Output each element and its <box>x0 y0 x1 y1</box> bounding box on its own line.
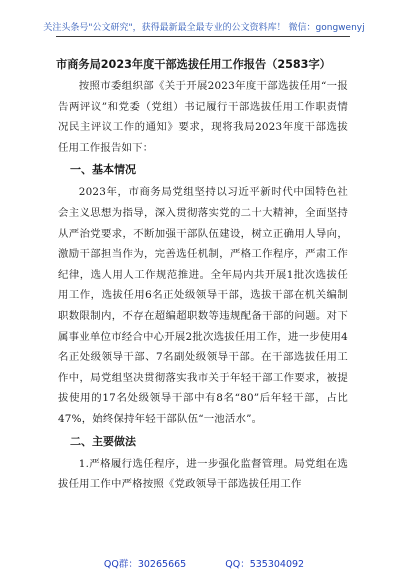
section-heading-basic: 一、基本情况 <box>70 163 136 177</box>
section-heading-practices: 二、主要做法 <box>70 434 136 448</box>
page-footer <box>0 556 408 570</box>
intro-paragraph: 按照市委组织部《关于开展2023年度干部选拔任用“一报告两评议”和党委（党组）书记履行干部选拔任用工作职责情况民主评议工作的通知》要求，现将我局2023年度干部选拔任用工作报告如下： <box>58 80 348 154</box>
document-title: 市商务局2023年度干部选拔任用工作报告（2583字） <box>56 58 331 71</box>
practices-paragraph: 1.严格履行选任程序，进一步强化监督管理。局党组在选拔任用工作中严格按照《党政领导干部选拔任用工作 <box>58 457 348 491</box>
header-promo-text: 关注头条号"公文研究"，获得最新最全最专业的公文资料库！ 微信：gongwenyj <box>43 23 365 33</box>
basic-situation-paragraph: 2023年，市商务局党组坚持以习近平新时代中国特色社会主义思想为指导，深入贯彻落实党的二十大精神，全面坚持从严治党要求，不断加强干部队伍建设，树立正确用人导向，激励干部担当作为，完善选任机制，严格工作程序，严肃工作纪律，选人用人工作规范推进。全年局内共开展1批次选拔任用工作，选拔任用6名正处级领导干部，选拔干部在机关编制职数限制内，不存在超编超职数等违规配备干部的问题。对下属事业单位市经合中心开展2批次选拔任用工作，进一步使用4名正处级领导干部、7名副处级领导干部。在干部选拔任用工作中，局党组坚决贯彻落实我市关于年轻干部工作要求，被提拔使用的17名处级领导干部中有8名“80”后年轻干部，占比47%，始终保持年轻干部队伍“一池活水”。 <box>58 186 348 425</box>
page-header <box>0 0 408 58</box>
footer-qq: QQ：535304092 <box>225 559 305 570</box>
document-body <box>58 56 348 495</box>
footer-qq-group: QQ群：30265665 <box>103 559 187 570</box>
header-divider <box>56 36 350 37</box>
